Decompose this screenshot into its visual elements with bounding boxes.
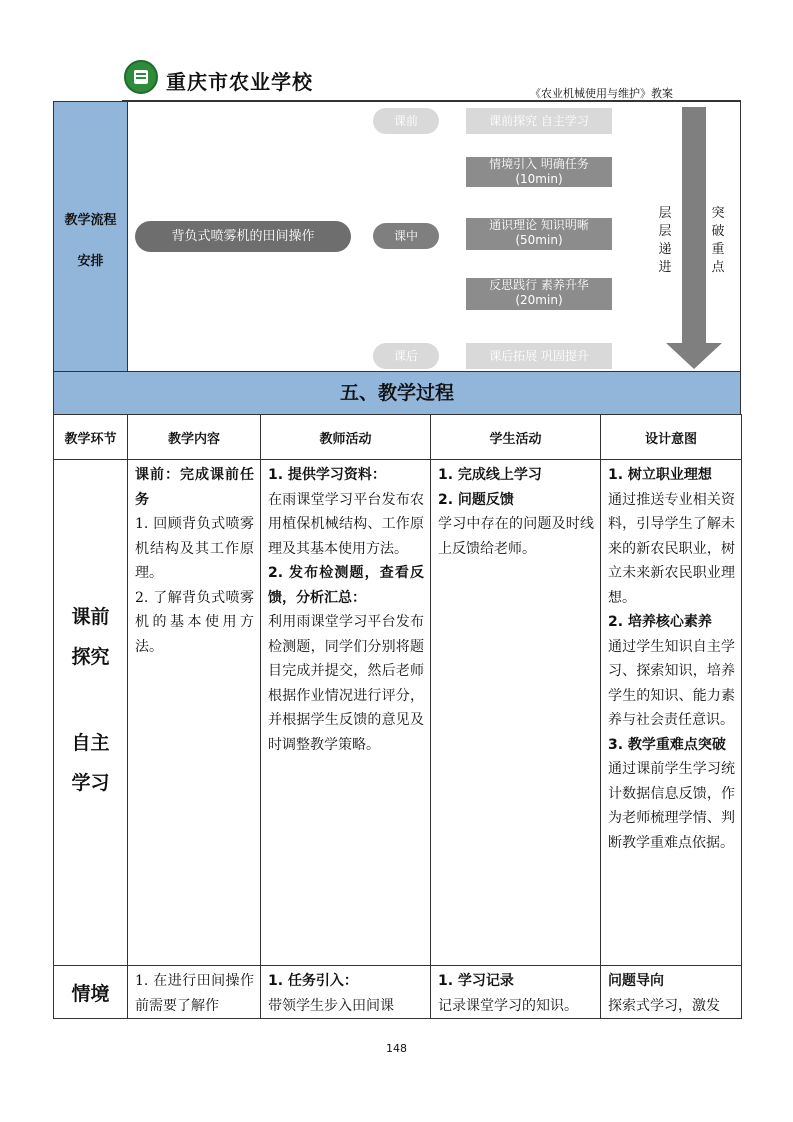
- school-logo: [124, 60, 158, 94]
- teacher-cell: [261, 460, 431, 966]
- table-row: [54, 966, 742, 1019]
- document-title: 《农业机械使用与维护》教案: [530, 87, 673, 100]
- step-text: 课后拓展 巩固提升: [489, 349, 589, 363]
- intent-heading: 问题导向: [608, 973, 664, 989]
- stage-line: 探究: [71, 646, 110, 668]
- flow-step: [466, 218, 612, 250]
- student-cell: [431, 460, 601, 966]
- intent-heading: 2. 培养核心素养: [608, 614, 712, 630]
- teacher-text: 利用雨课堂学习平台发布检测题，同学们分别将题目完成并提交，然后老师根据作业情况进行评分，并根据学生反馈的意见及时调整教学策略。: [268, 614, 424, 753]
- school-name: 重庆市农业学校: [166, 70, 313, 94]
- teacher-heading: 2. 发布检测题，查看反馈，分析汇总：: [268, 565, 424, 606]
- teacher-cell: [261, 966, 431, 1019]
- content-item: 1. 在进行田间操作前需要了解作: [135, 973, 254, 1014]
- intent-text: 通过推送专业相关资料，引导学生了解未来的新农民职业，树立未来新农民职业理想。: [608, 491, 735, 606]
- header-student: 学生活动: [431, 415, 601, 460]
- content-cell: [128, 966, 261, 1019]
- intent-heading: 1. 树立职业理想: [608, 467, 712, 483]
- step-time: (10min): [515, 172, 563, 186]
- flow-label-line2: 安排: [77, 254, 104, 269]
- phase-in-class: 课中: [373, 223, 439, 249]
- flow-step: [466, 157, 612, 187]
- teacher-heading: 1. 提供学习资料：: [268, 467, 386, 483]
- intent-text: 通过学生知识自主学习、探索知识，培养学生的知识、能力素养与社会责任意识。: [608, 638, 735, 728]
- student-cell: [431, 966, 601, 1019]
- phase-pre-class: 课前: [373, 108, 439, 134]
- teaching-process-table: [53, 414, 742, 1019]
- section-title: 五、教学过程: [53, 371, 741, 415]
- step-text: 情境引入 明确任务: [489, 157, 589, 171]
- table-row: [54, 460, 742, 966]
- stage-line: 学习: [71, 772, 110, 794]
- step-time: (50min): [515, 233, 563, 247]
- down-arrow-icon: [682, 107, 706, 343]
- content-heading: 课前：完成课前任务: [135, 467, 254, 508]
- header-stage: 教学环节: [54, 415, 128, 460]
- intent-cell: [601, 460, 742, 966]
- stage-line: 情境: [71, 982, 110, 1005]
- intent-text: 通过课前学生学习统计数据信息反馈，作为老师梳理学情、判断教学重难点依据。: [608, 761, 735, 851]
- content-item: 2. 了解背负式喷雾机的基本使用方法。: [135, 589, 254, 655]
- step-time: (20min): [515, 293, 563, 307]
- content-item: 1. 回顾背负式喷雾机结构及其工作原理。: [135, 516, 254, 581]
- phase-post-class: 课后: [373, 343, 439, 369]
- student-heading: 2. 问题反馈: [438, 491, 514, 508]
- table-header-row: [54, 415, 742, 460]
- arrow-left-label: 层 层 递 进: [658, 206, 672, 275]
- flow-label-line1: 教学流程: [64, 213, 117, 228]
- teacher-heading: 1. 任务引入：: [268, 973, 358, 989]
- topic-pill: 背负式喷雾机的田间操作: [135, 221, 351, 252]
- stage-cell: [54, 966, 128, 1019]
- student-text: 记录课堂学习的知识。: [438, 997, 578, 1014]
- header-content: 教学内容: [128, 415, 261, 460]
- page-number: 148: [386, 1042, 407, 1055]
- arrow-right-label: 突 破 重 点: [711, 206, 725, 275]
- student-heading: 1. 完成线上学习: [438, 467, 542, 483]
- intent-heading: 3. 教学重难点突破: [608, 736, 726, 753]
- step-text: 反思践行 素养升华: [489, 278, 589, 292]
- down-arrow-head: [666, 343, 722, 369]
- intent-cell: [601, 966, 742, 1019]
- flow-step: [466, 108, 612, 134]
- student-heading: 1. 学习记录: [438, 973, 514, 989]
- header-teacher: 教师活动: [261, 415, 431, 460]
- flow-label-cell: [54, 102, 128, 371]
- teacher-text: 在雨课堂学习平台发布农用植保机械结构、工作原理及其基本使用方法。: [268, 491, 424, 557]
- content-cell: [128, 460, 261, 966]
- stage-line: 自主: [71, 732, 110, 754]
- intent-text: 探索式学习，激发: [608, 997, 720, 1014]
- header-intent: 设计意图: [601, 415, 742, 460]
- step-text: 课前探究 自主学习: [489, 114, 589, 128]
- step-text: 通识理论 知识明晰: [489, 218, 589, 232]
- flow-step: [466, 343, 612, 369]
- stage-cell: [54, 460, 128, 966]
- teaching-flow-row: [53, 101, 741, 372]
- stage-line: 课前: [71, 606, 110, 628]
- teacher-text: 带领学生步入田间课: [268, 997, 394, 1014]
- student-text: 学习中存在的问题及时线上反馈给老师。: [438, 516, 594, 557]
- flow-step: [466, 278, 612, 310]
